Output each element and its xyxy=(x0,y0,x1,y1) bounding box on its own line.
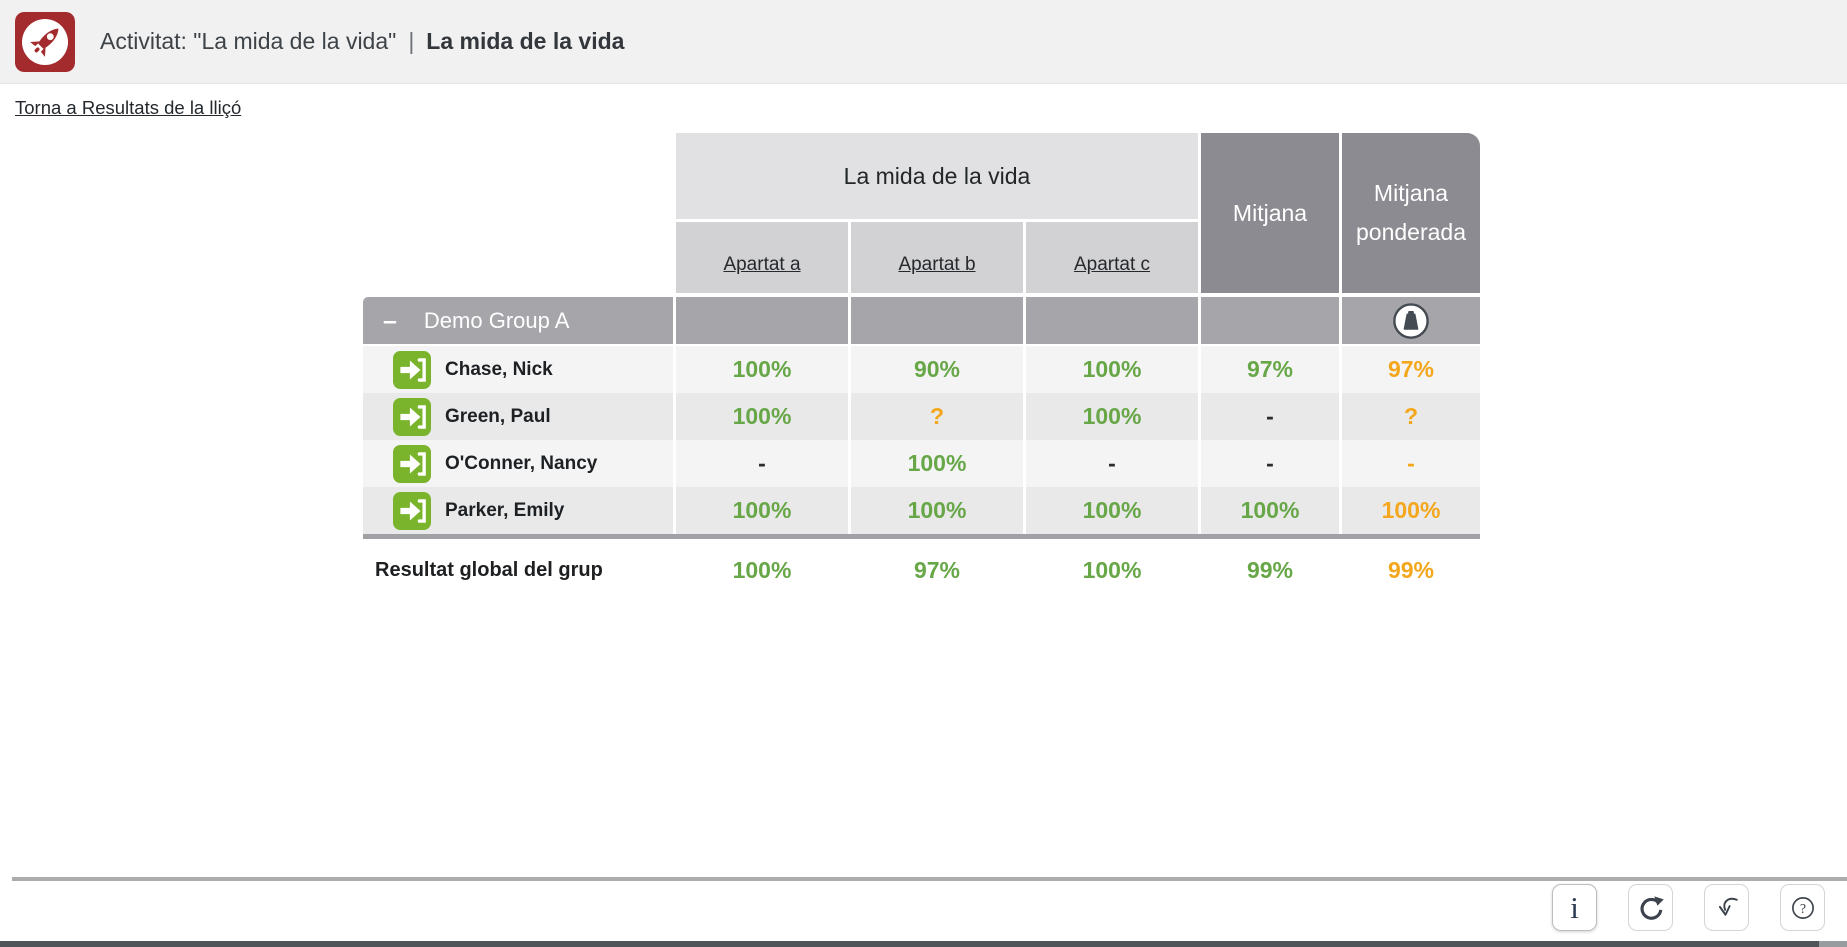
info-icon: i xyxy=(1570,890,1579,925)
svg-text:?: ? xyxy=(1799,900,1806,916)
backlink-row xyxy=(15,97,1847,119)
student-name-cell xyxy=(363,440,673,487)
score-cell: - xyxy=(1342,440,1480,487)
group-cell-empty xyxy=(676,297,848,344)
group-cell-empty xyxy=(1201,297,1339,344)
apartat-a-link[interactable]: Apartat a xyxy=(723,254,801,275)
score-cell: 100% xyxy=(1026,393,1198,440)
table-row xyxy=(363,440,1480,487)
page-title xyxy=(100,28,624,55)
score-cell: ? xyxy=(851,393,1023,440)
score-cell: 100% xyxy=(851,487,1023,534)
column-header-apartat-b xyxy=(851,222,1023,293)
help-icon xyxy=(1788,893,1818,923)
activity-header-cell: La mida de la vida xyxy=(676,133,1198,219)
score-cell: ? xyxy=(1342,393,1480,440)
column-header-apartat-a xyxy=(676,222,848,293)
group-name: Demo Group A xyxy=(423,307,570,333)
group-weighted-cell xyxy=(1342,297,1480,344)
open-student-icon[interactable] xyxy=(393,351,431,389)
score-cell: 100% xyxy=(1026,346,1198,393)
group-row xyxy=(363,297,1480,344)
student-name: O'Conner, Nancy xyxy=(445,452,598,474)
horizontal-scrollbar-thumb[interactable] xyxy=(1819,941,1847,947)
back-to-lesson-results-link[interactable]: Torna a Resultats de la lliçó xyxy=(15,97,242,118)
group-total-cell: 100% xyxy=(732,556,792,583)
table-header xyxy=(363,133,1480,293)
group-cell-empty xyxy=(1026,297,1198,344)
group-total-label: Resultat global del grup xyxy=(375,558,603,581)
open-student-icon[interactable] xyxy=(393,492,431,530)
score-cell: 100% xyxy=(1201,487,1339,534)
help-button[interactable] xyxy=(1780,884,1825,931)
apartat-c-link[interactable]: Apartat c xyxy=(1073,254,1151,275)
group-total-cell: 100% xyxy=(1082,556,1142,583)
student-name: Green, Paul xyxy=(445,405,551,427)
results-table xyxy=(363,133,1480,601)
toolbar-divider xyxy=(12,877,1847,881)
title-separator: | xyxy=(408,28,415,54)
group-total-row xyxy=(363,539,1480,601)
page-title-activity: La mida de la vida xyxy=(426,28,625,54)
student-name-cell xyxy=(363,393,673,440)
score-cell: - xyxy=(1201,393,1339,440)
score-cell: - xyxy=(1026,440,1198,487)
score-cell: 90% xyxy=(851,346,1023,393)
bottom-toolbar xyxy=(1552,884,1825,931)
topbar xyxy=(0,0,1847,84)
mitjana-ponderada-column-header xyxy=(1342,133,1480,293)
group-name-cell xyxy=(363,297,673,344)
score-cell: 100% xyxy=(676,487,848,534)
group-total-cell: 97% xyxy=(913,556,961,583)
score-cell: 100% xyxy=(851,440,1023,487)
open-student-icon[interactable] xyxy=(393,398,431,436)
apartat-b-link[interactable]: Apartat b xyxy=(898,254,976,275)
ponderada-line1: Mitjana xyxy=(1373,180,1449,206)
page-title-prefix: Activitat: "La mida de la vida" xyxy=(100,28,397,54)
score-cell: 97% xyxy=(1201,346,1339,393)
score-cell: 100% xyxy=(676,393,848,440)
score-cell: - xyxy=(676,440,848,487)
answers-arrow-button[interactable] xyxy=(1704,884,1749,931)
column-header-apartat-c xyxy=(1026,222,1198,293)
bookwidgets-logo xyxy=(15,12,75,72)
student-name-cell xyxy=(363,487,673,534)
refresh-icon xyxy=(1636,893,1666,923)
group-total-cell: 99% xyxy=(1387,556,1435,583)
score-cell: - xyxy=(1201,440,1339,487)
curved-arrow-down-icon xyxy=(1712,893,1742,923)
score-cell: 100% xyxy=(1342,487,1480,534)
open-student-icon[interactable] xyxy=(393,445,431,483)
student-name-cell xyxy=(363,346,673,393)
info-button[interactable] xyxy=(1552,884,1597,931)
group-cell-empty xyxy=(851,297,1023,344)
score-cell: 100% xyxy=(1026,487,1198,534)
student-name: Parker, Emily xyxy=(445,499,565,521)
table-row xyxy=(363,346,1480,393)
table-row xyxy=(363,487,1480,534)
horizontal-scrollbar-track xyxy=(0,941,1847,947)
student-name: Chase, Nick xyxy=(445,358,553,380)
score-cell: 97% xyxy=(1342,346,1480,393)
table-row xyxy=(363,393,1480,440)
mitjana-column-header: Mitjana xyxy=(1201,133,1339,293)
collapse-group-button[interactable]: – xyxy=(383,306,397,335)
ponderada-line2: ponderada xyxy=(1356,219,1466,245)
refresh-button[interactable] xyxy=(1628,884,1673,931)
score-cell: 100% xyxy=(676,346,848,393)
weight-icon[interactable] xyxy=(1392,302,1430,340)
rocket-icon xyxy=(15,12,75,72)
group-total-cell: 99% xyxy=(1246,556,1294,583)
